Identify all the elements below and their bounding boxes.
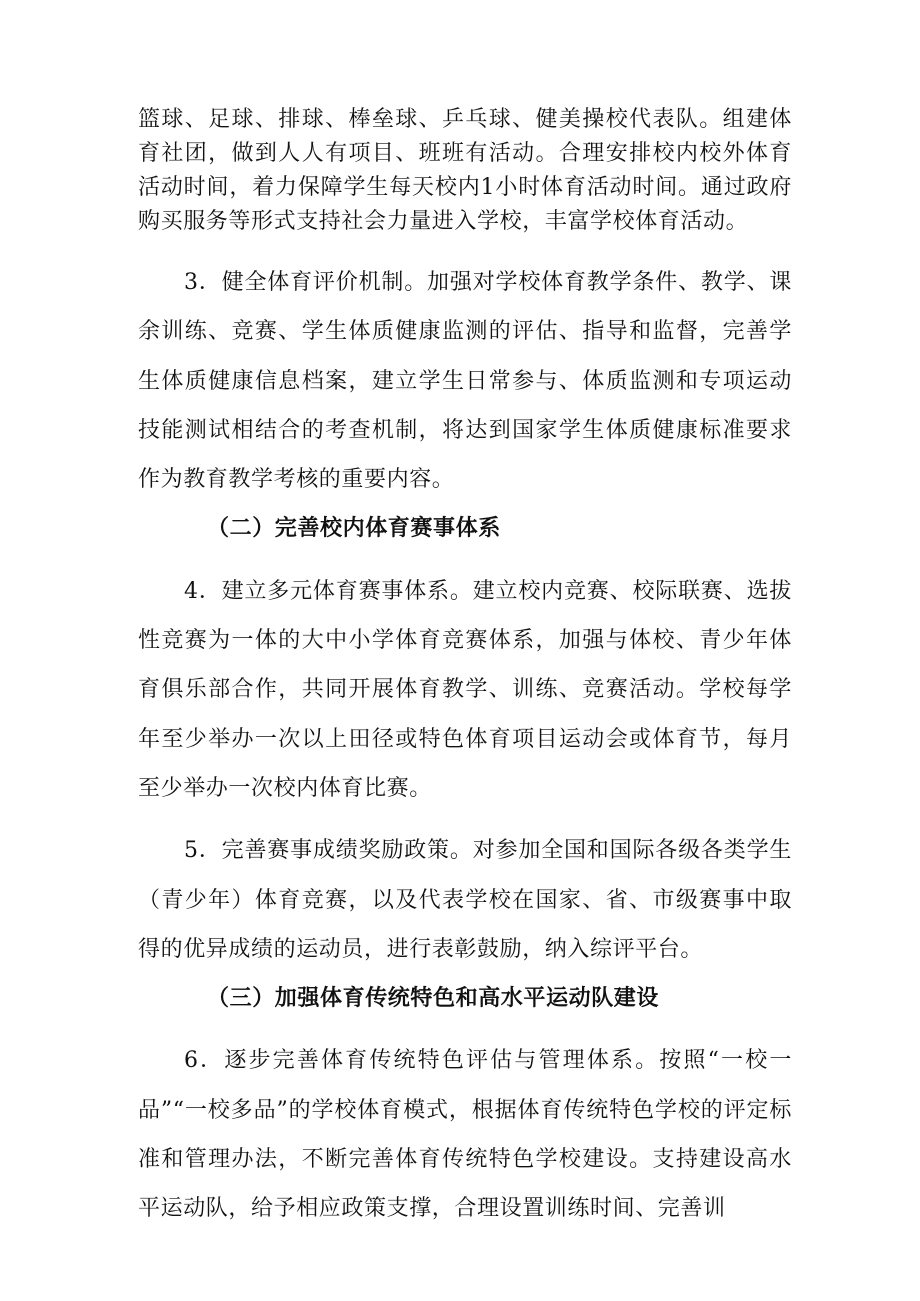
paragraph-item-4: 4．建立多元体育赛事体系。建立校内竞赛、校际联赛、选拔性竞赛为一体的大中小学体育竞赛体系，加强与体校、青少年体育俱乐部合作，共同开展体育教学、训练、竞赛活动。学校每学年至少举办一次以上田径或特色体育项目运动会或体育节，每月至少举办一次校内体育比赛。 (138, 578, 792, 801)
paragraph-continued: 篮球、足球、排球、棒垒球、乒乓球、健美操校代表队。组建体育社团，做到人人有项目、班班有活动。合理安排校内校外体育活动时间，着力保障学生每天校内1小时体育活动时间。通过政府购买服务等形式支持社会力量进入学校，丰富学校体育活动。 (138, 107, 792, 234)
paragraph-item-3: 3．健全体育评价机制。加强对学校体育教学条件、教学、课余训练、竞赛、学生体质健康监测的评估、指导和监督，完善学生体质健康信息档案，建立学生日常参与、体质监测和专项运动技能测试相结合的考查机制，将达到国家学生体质健康标准要求作为教育教学考核的重要内容。 (138, 270, 792, 493)
section-heading-2: （二）完善校内体育赛事体系 (207, 516, 501, 542)
paragraph-item-6: 6．逐步完善体育传统特色评估与管理体系。按照“一校一品”“一校多品”的学校体育模式，根据体育传统特色学校的评定标准和管理办法，不断完善体育传统特色学校建设。支持建设高水平运动队，给予相应政策支撑，合理设置训练时间、完善训 (138, 1048, 792, 1222)
paragraph-item-5: 5．完善赛事成绩奖励政策。对参加全国和国际各级各类学生（青少年）体育竞赛，以及代表学校在国家、省、市级赛事中取得的优异成绩的运动员，进行表彰鼓励，纳入综评平台。 (138, 838, 792, 962)
document-body (138, 103, 792, 1234)
section-heading-3: （三）加强体育传统特色和高水平运动队建设 (207, 986, 660, 1012)
